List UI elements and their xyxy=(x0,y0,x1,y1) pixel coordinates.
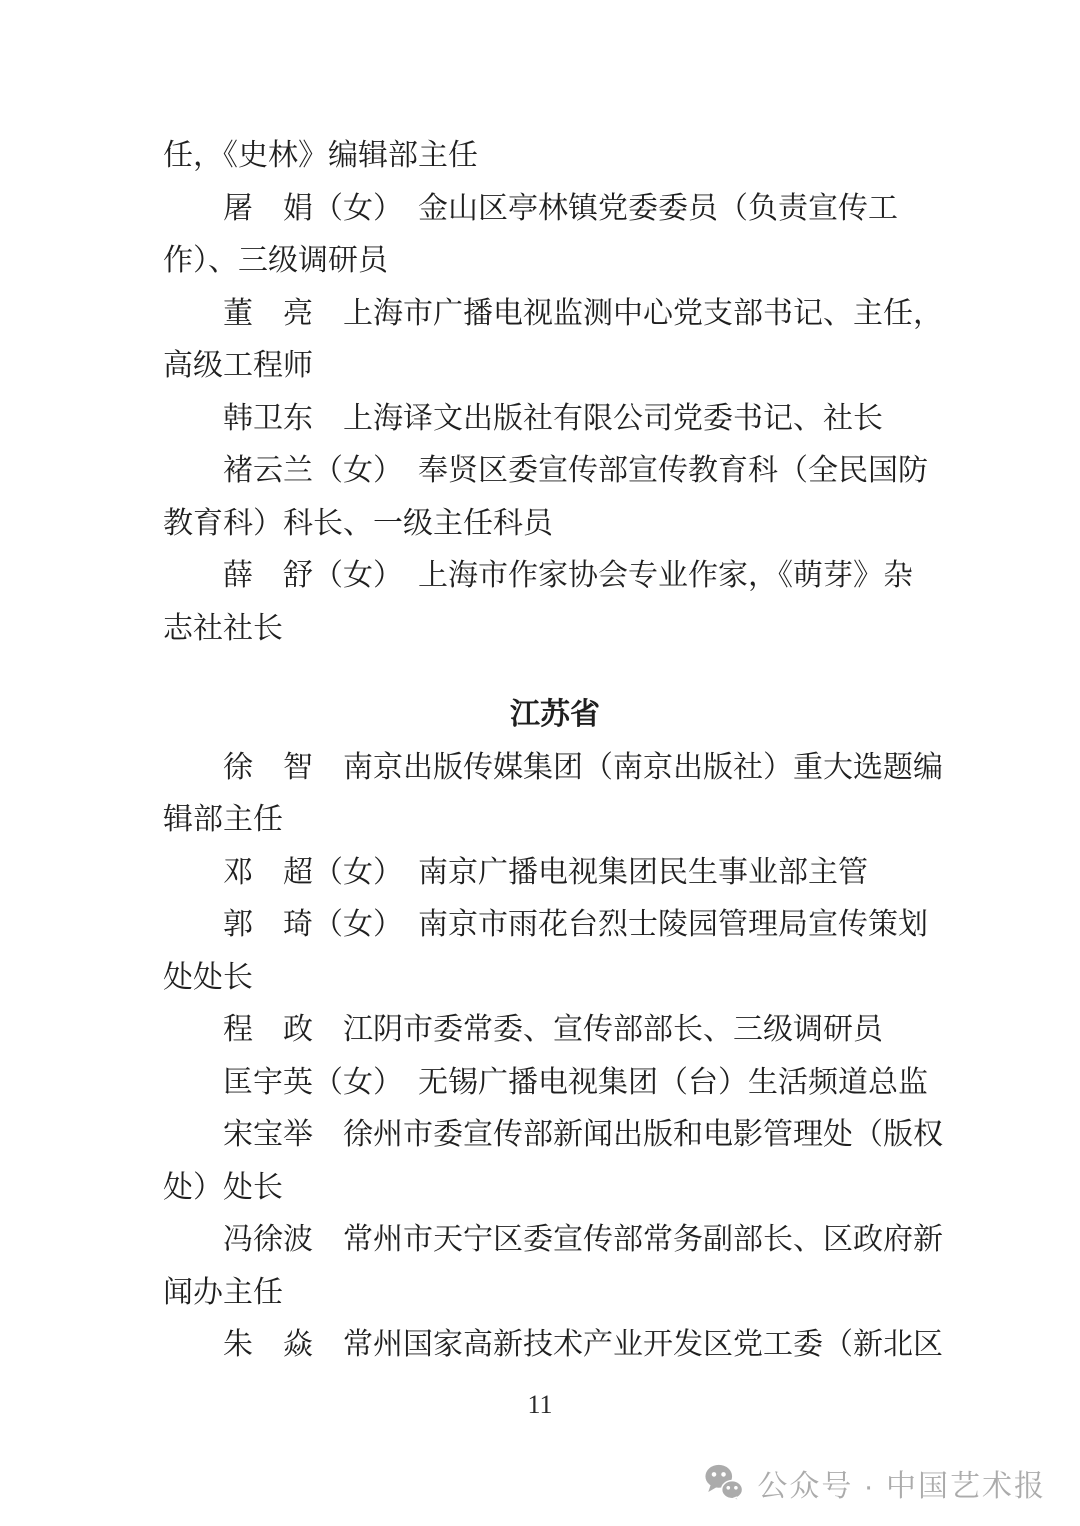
watermark-label: 公众号 · 中国艺术报 xyxy=(757,1470,1046,1503)
document-line: 教育科）科长、一级主任科员 xyxy=(163,506,553,540)
document-body xyxy=(163,130,947,1372)
document-line: 邓 超（女） 南京广播电视集团民生事业部主管 xyxy=(223,855,868,889)
document-line: 处）处长 xyxy=(163,1170,283,1204)
section-heading: 江苏省 xyxy=(510,698,600,731)
document-line: 志社社长 xyxy=(163,611,283,645)
document-line: 程 政 江阴市委常委、宣传部部长、三级调研员 xyxy=(223,1013,883,1046)
document-line: 徐 智 南京出版传媒集团（南京出版社）重大选题编 xyxy=(223,750,943,784)
document-line: 闻办主任 xyxy=(163,1275,283,1309)
document-line: 宋宝举 徐州市委宣传部新闻出版和电影管理处（版权 xyxy=(223,1118,943,1151)
document-line: 处处长 xyxy=(163,960,253,994)
document-line: 薛 舒（女） 上海市作家协会专业作家，《萌芽》杂 xyxy=(223,559,913,592)
watermark-footer xyxy=(703,1461,1046,1505)
document-line: 屠 娟（女） 金山区亭林镇党委委员（负责宣传工 xyxy=(223,191,898,225)
document-line: 朱 焱 常州国家高新技术产业开发区党工委（新北区 xyxy=(223,1328,943,1361)
document-line: 作）、三级调研员 xyxy=(163,244,388,277)
document-line: 褚云兰（女） 奉贤区委宣传部宣传教育科（全民国防 xyxy=(223,454,928,487)
document-line: 辑部主任 xyxy=(163,803,283,836)
document-line: 任，《史林》编辑部主任 xyxy=(163,139,478,172)
wechat-icon xyxy=(703,1463,745,1503)
page-number: 11 xyxy=(527,1390,553,1419)
document-line: 郭 琦（女） 南京市雨花台烈士陵园管理局宣传策划 xyxy=(223,908,928,941)
document-line: 冯徐波 常州市天宁区委宣传部常务副部长、区政府新 xyxy=(223,1223,943,1256)
document-line: 董 亮 上海市广播电视监测中心党支部书记、主任， xyxy=(223,296,943,330)
document-line: 高级工程师 xyxy=(163,349,313,382)
document-line: 韩卫东 上海译文出版社有限公司党委书记、社长 xyxy=(223,401,883,435)
document-line: 匡宇英（女） 无锡广播电视集团（台）生活频道总监 xyxy=(223,1065,928,1099)
